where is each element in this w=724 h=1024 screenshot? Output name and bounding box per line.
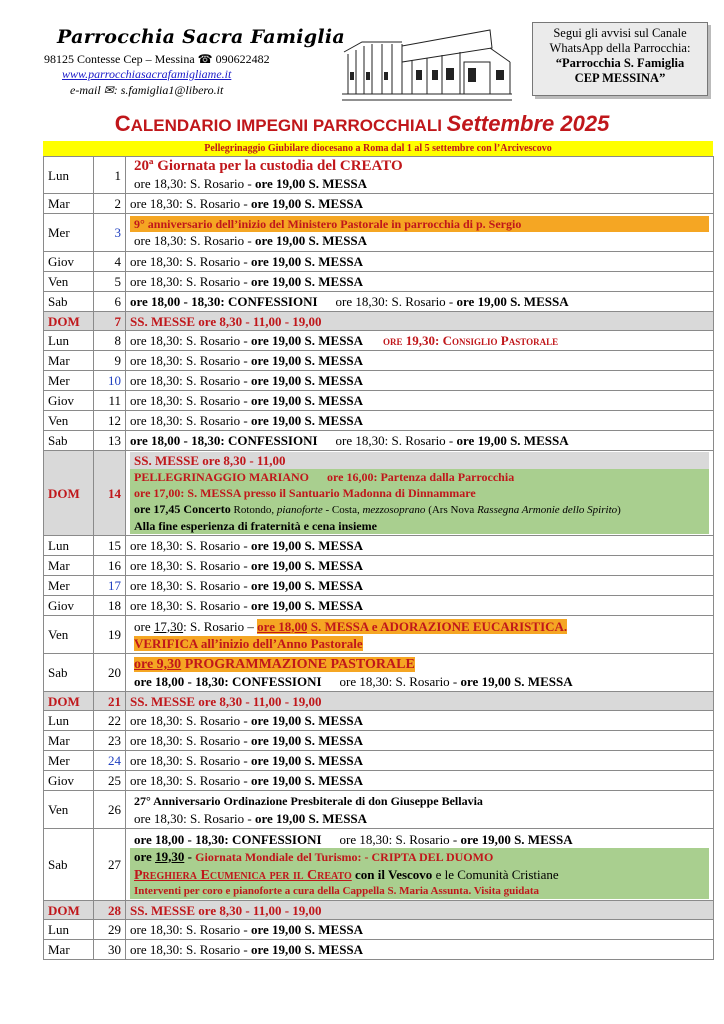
day-number: 14 bbox=[94, 451, 126, 536]
day-number: 18 bbox=[94, 596, 126, 616]
day-name: DOM bbox=[44, 692, 94, 711]
day-number: 1 bbox=[94, 157, 126, 194]
calendar-row bbox=[44, 214, 714, 252]
calendar-row bbox=[44, 536, 714, 556]
day-number: 15 bbox=[94, 536, 126, 556]
event-line: ore 18,00 - 18,30: CONFESSIONI ore 18,30: S. Rosario - ore 19,00 S. MESSA bbox=[134, 831, 573, 847]
parish-name: Parrocchia Sacra Famiglia bbox=[57, 26, 346, 48]
day-number: 29 bbox=[94, 920, 126, 940]
day-name: Ven bbox=[44, 272, 94, 292]
event-note: 27° Anniversario Ordinazione Presbiterale di don Giuseppe Bellavia bbox=[134, 793, 483, 808]
calendar-row bbox=[44, 654, 714, 692]
day-events: ore 18,30: S. Rosario - ore 19,00 S. MESSA bbox=[126, 252, 714, 272]
day-events: ore 18,30: S. Rosario - ore 19,00 S. MESSA bbox=[126, 272, 714, 292]
day-name: Mer bbox=[44, 371, 94, 391]
event-title: 20ª Giornata per la custodia del CREATO bbox=[134, 158, 403, 174]
day-name: Mer bbox=[44, 214, 94, 252]
header bbox=[0, 0, 724, 110]
calendar-title bbox=[0, 111, 724, 137]
calendar-row bbox=[44, 411, 714, 431]
calendar-row bbox=[44, 391, 714, 411]
event-note: 9° anniversario dell’inizio del Ministero Pastorale in parrocchia di p. Sergio bbox=[130, 216, 709, 232]
day-number: 12 bbox=[94, 411, 126, 431]
whatsapp-channel-name-2: CEP MESSINA” bbox=[574, 71, 666, 85]
day-events: ore 18,30: S. Rosario - ore 19,00 S. MESSA bbox=[126, 351, 714, 371]
day-name: Sab bbox=[44, 654, 94, 692]
day-number: 5 bbox=[94, 272, 126, 292]
whatsapp-line-2: WhatsApp della Parrocchia: bbox=[549, 41, 691, 55]
title-part-3: Settembre 2025 bbox=[446, 111, 610, 136]
day-events: ore 18,00 - 18,30: CONFESSIONI ore 18,30: S. Rosario - ore 19,00 S. MESSA bbox=[126, 292, 714, 312]
calendar-row bbox=[44, 371, 714, 391]
day-number: 20 bbox=[94, 654, 126, 692]
calendar-row bbox=[44, 252, 714, 272]
day-name: DOM bbox=[44, 312, 94, 331]
calendar-row bbox=[44, 940, 714, 960]
day-number: 19 bbox=[94, 616, 126, 654]
day-events: ore 18,30: S. Rosario - ore 19,00 S. MESSA bbox=[126, 556, 714, 576]
calendar-row bbox=[44, 731, 714, 751]
day-name: Lun bbox=[44, 711, 94, 731]
event-line: Alla fine esperienza di fraternità e cena insieme bbox=[134, 519, 377, 533]
day-name: Mer bbox=[44, 576, 94, 596]
calendar-row bbox=[44, 920, 714, 940]
day-events: ore 18,30: S. Rosario - ore 19,00 S. MESSA bbox=[126, 576, 714, 596]
day-number: 11 bbox=[94, 391, 126, 411]
day-number: 16 bbox=[94, 556, 126, 576]
day-name: Sab bbox=[44, 829, 94, 901]
day-events: ore 18,30: S. Rosario - ore 19,00 S. MESSA bbox=[126, 596, 714, 616]
whatsapp-channel-name: “Parrocchia S. Famiglia bbox=[555, 56, 685, 70]
event-line: PELLEGRINAGGIO MARIANO ore 16,00: Partenza dalla Parrocchia bbox=[134, 470, 515, 484]
event-line: ore 17,30: S. Rosario – ore 18,00 S. MESSA e ADORAZIONE EUCARISTICA. bbox=[134, 618, 568, 634]
day-events: ore 18,30: S. Rosario - ore 19,00 S. MESSA bbox=[126, 371, 714, 391]
calendar-row bbox=[44, 556, 714, 576]
day-name: Ven bbox=[44, 791, 94, 829]
day-name: DOM bbox=[44, 901, 94, 920]
day-name: Sab bbox=[44, 292, 94, 312]
day-number: 13 bbox=[94, 431, 126, 451]
parish-email: e-mail ✉: s.famiglia1@libero.it bbox=[70, 83, 224, 97]
day-name: Mar bbox=[44, 351, 94, 371]
day-number: 17 bbox=[94, 576, 126, 596]
day-name: Mar bbox=[44, 940, 94, 960]
day-name: Mar bbox=[44, 194, 94, 214]
calendar-row bbox=[44, 596, 714, 616]
parish-address: 98125 Contesse Cep – Messina ☎ 090622482 bbox=[44, 52, 270, 66]
day-name: Mer bbox=[44, 751, 94, 771]
day-name: DOM bbox=[44, 451, 94, 536]
day-events: ore 18,30: S. Rosario - ore 19,00 S. MESSA bbox=[126, 771, 714, 791]
event-line: Preghiera Ecumenica per il Creato con il Vescovo e le Comunità Cristiane bbox=[134, 866, 559, 883]
day-name: Giov bbox=[44, 771, 94, 791]
calendar-row-sunday bbox=[44, 692, 714, 711]
day-name: Lun bbox=[44, 920, 94, 940]
day-number: 7 bbox=[94, 312, 126, 331]
day-events: ore 18,30: S. Rosario - ore 19,00 S. MESSA bbox=[126, 391, 714, 411]
whatsapp-line-1: Segui gli avvisi sul Canale bbox=[553, 26, 687, 40]
calendar-row-sunday bbox=[44, 901, 714, 920]
event-line: ore 9,30 PROGRAMMAZIONE PASTORALE bbox=[134, 657, 415, 672]
day-name: Ven bbox=[44, 411, 94, 431]
calendar-row bbox=[44, 157, 714, 194]
day-events bbox=[126, 829, 714, 901]
calendar-row bbox=[44, 331, 714, 351]
day-number: 9 bbox=[94, 351, 126, 371]
day-number: 3 bbox=[94, 214, 126, 252]
day-name: Sab bbox=[44, 431, 94, 451]
sunday-masses: SS. MESSE ore 8,30 - 11,00 bbox=[130, 452, 709, 469]
day-events: ore 18,00 - 18,30: CONFESSIONI ore 18,30: S. Rosario - ore 19,00 S. MESSA bbox=[126, 431, 714, 451]
day-events: ore 18,30: S. Rosario - ore 19,00 S. MESSA bbox=[126, 940, 714, 960]
event-line: ore 18,30: S. Rosario - ore 19,00 S. MESSA bbox=[134, 233, 368, 248]
day-events bbox=[126, 791, 714, 829]
day-events bbox=[126, 451, 714, 536]
calendar-table bbox=[43, 156, 714, 960]
day-events bbox=[126, 616, 714, 654]
calendar-row bbox=[44, 711, 714, 731]
day-number: 10 bbox=[94, 371, 126, 391]
calendar-row bbox=[44, 829, 714, 901]
day-number: 21 bbox=[94, 692, 126, 711]
day-number: 27 bbox=[94, 829, 126, 901]
day-events bbox=[126, 214, 714, 252]
day-number: 26 bbox=[94, 791, 126, 829]
day-events: ore 18,30: S. Rosario - ore 19,00 S. MESSA bbox=[126, 920, 714, 940]
day-number: 23 bbox=[94, 731, 126, 751]
title-part-2: ALENDARIO IMPEGNI PARROCCHIALI bbox=[130, 116, 447, 135]
day-events: ore 18,30: S. Rosario - ore 19,00 S. MESSA bbox=[126, 536, 714, 556]
day-name: Mar bbox=[44, 731, 94, 751]
calendar-row bbox=[44, 616, 714, 654]
day-number: 22 bbox=[94, 711, 126, 731]
whatsapp-channel-box bbox=[532, 22, 708, 96]
event-line: ore 18,30: S. Rosario - ore 19,00 S. MESSA bbox=[134, 176, 368, 191]
day-events: ore 18,30: S. Rosario - ore 19,00 S. MESSA bbox=[126, 194, 714, 214]
event-line: ore 17,45 Concerto Rotondo, pianoforte - Costa, mezzosoprano (Ars Nova Rassegna Armonie dello Spirito) bbox=[134, 502, 621, 516]
pilgrimage-banner: Pellegrinaggio Giubilare diocesano a Roma dal 1 al 5 settembre con l’Arcivescovo bbox=[43, 141, 713, 156]
calendar-row bbox=[44, 292, 714, 312]
day-events: ore 18,30: S. Rosario - ore 19,00 S. MESSA bbox=[126, 731, 714, 751]
sunday-masses: SS. MESSE ore 8,30 - 11,00 - 19,00 bbox=[126, 901, 714, 920]
event-line: ore 17,00: S. MESSA presso il Santuario Madonna di Dinnammare bbox=[134, 486, 476, 500]
day-name: Lun bbox=[44, 331, 94, 351]
day-name: Ven bbox=[44, 616, 94, 654]
day-name: Lun bbox=[44, 536, 94, 556]
calendar-row bbox=[44, 751, 714, 771]
day-events bbox=[126, 654, 714, 692]
church-drawing-icon bbox=[342, 22, 512, 102]
day-events: ore 18,30: S. Rosario - ore 19,00 S. MESSA bbox=[126, 711, 714, 731]
day-events: ore 18,30: S. Rosario - ore 19,00 S. MESSA ore 19,30: Consiglio Pastorale bbox=[126, 331, 714, 351]
day-number: 8 bbox=[94, 331, 126, 351]
event-line: Interventi per coro e pianoforte a cura della Cappella S. Maria Assunta. Visita guidata bbox=[134, 884, 540, 897]
sunday-masses: SS. MESSE ore 8,30 - 11,00 - 19,00 bbox=[126, 312, 714, 331]
day-number: 25 bbox=[94, 771, 126, 791]
event-line: ore 19,30 - Giornata Mondiale del Turismo: - CRIPTA DEL DUOMO bbox=[134, 848, 494, 864]
title-part-1: C bbox=[114, 111, 131, 136]
pastoral-council: ore 19,30: Consiglio Pastorale bbox=[383, 333, 559, 348]
event-line: VERIFICA all’inizio dell’Anno Pastorale bbox=[134, 635, 363, 651]
day-events: ore 18,30: S. Rosario - ore 19,00 S. MESSA bbox=[126, 411, 714, 431]
calendar-row-sunday bbox=[44, 312, 714, 331]
day-name: Lun bbox=[44, 157, 94, 194]
day-events: ore 18,30: S. Rosario - ore 19,00 S. MESSA bbox=[126, 751, 714, 771]
sunday-masses: SS. MESSE ore 8,30 - 11,00 - 19,00 bbox=[126, 692, 714, 711]
calendar-row bbox=[44, 771, 714, 791]
day-number: 30 bbox=[94, 940, 126, 960]
day-events bbox=[126, 157, 714, 194]
day-number: 2 bbox=[94, 194, 126, 214]
day-number: 28 bbox=[94, 901, 126, 920]
event-line: ore 18,00 - 18,30: CONFESSIONI ore 18,30: S. Rosario - ore 19,00 S. MESSA bbox=[134, 674, 573, 689]
day-number: 6 bbox=[94, 292, 126, 312]
calendar-row bbox=[44, 351, 714, 371]
day-name: Mar bbox=[44, 556, 94, 576]
day-name: Giov bbox=[44, 252, 94, 272]
calendar-row bbox=[44, 431, 714, 451]
calendar-row bbox=[44, 576, 714, 596]
day-number: 4 bbox=[94, 252, 126, 272]
day-name: Giov bbox=[44, 596, 94, 616]
calendar-row bbox=[44, 194, 714, 214]
calendar-row bbox=[44, 791, 714, 829]
calendar-row bbox=[44, 272, 714, 292]
parish-website-link[interactable]: www.parrocchiasacrafamigliame.it bbox=[62, 67, 232, 81]
day-number: 24 bbox=[94, 751, 126, 771]
calendar-row-sunday-14 bbox=[44, 451, 714, 536]
day-name: Giov bbox=[44, 391, 94, 411]
event-line: ore 18,30: S. Rosario - ore 19,00 S. MESSA bbox=[134, 810, 368, 826]
